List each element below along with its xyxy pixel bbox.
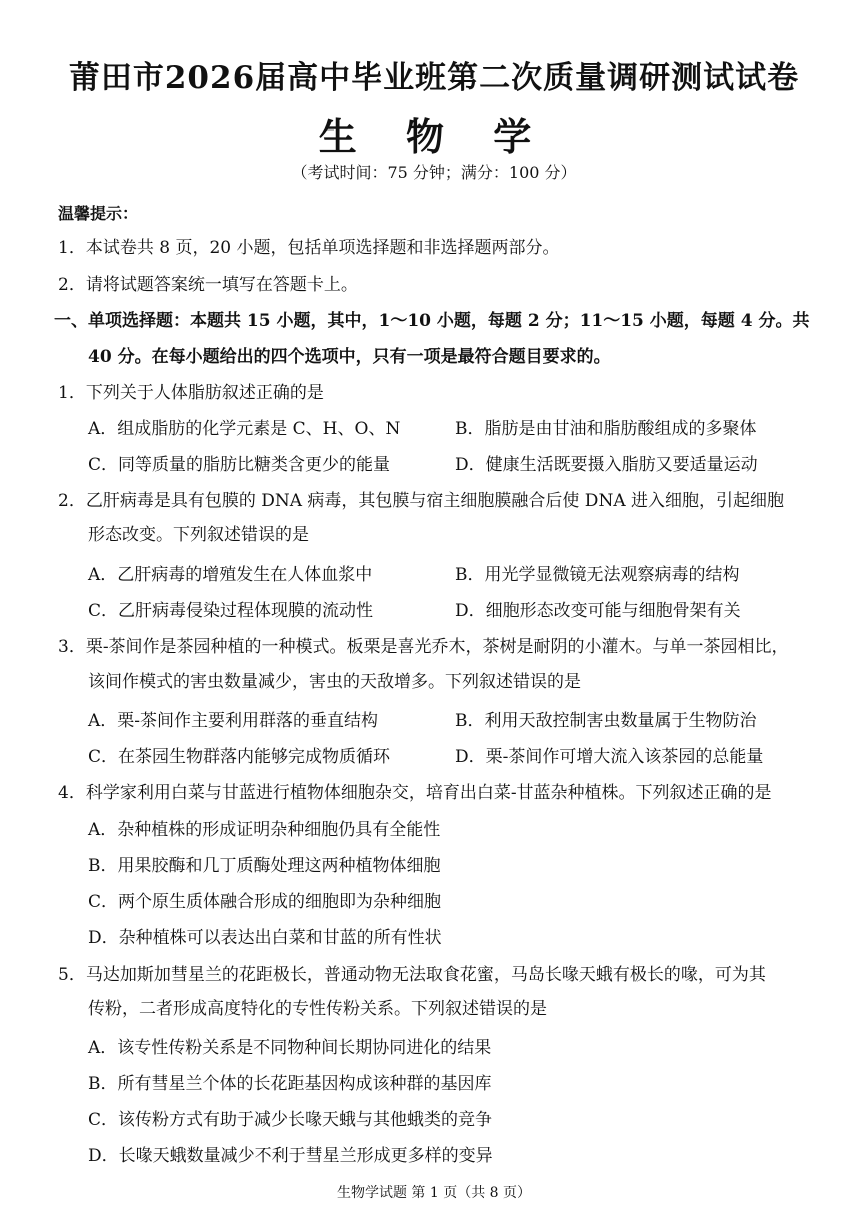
question-5-stem-line-2: 传粉，二者形成高度特化的专性传粉关系。下列叙述错误的是 <box>88 999 547 1019</box>
tip-item-2: 2．请将试题答案统一填写在答题卡上。 <box>58 275 358 295</box>
question-3-option-a: A．栗-茶间作主要利用群落的垂直结构 <box>88 711 379 731</box>
question-5-stem-line-1: 5．马达加斯加彗星兰的花距极长，普通动物无法取食花蜜，马岛长喙天蛾有极长的喙，可为其 <box>58 965 766 985</box>
question-2-option-a: A．乙肝病毒的增殖发生在人体血浆中 <box>88 565 373 585</box>
question-5-option-a: A．该专性传粉关系是不同物种间长期协同进化的结果 <box>88 1038 492 1058</box>
exam-subject: 生 物 学 <box>318 114 550 159</box>
question-3-option-d: D．栗-茶间作可增大流入该茶园的总能量 <box>455 747 764 767</box>
question-2-option-c: C．乙肝病毒侵染过程体现膜的流动性 <box>88 601 374 621</box>
question-1-option-c: C．同等质量的脂肪比糖类含更少的能量 <box>88 455 391 475</box>
question-3-stem-line-1: 3．栗-茶间作是茶园种植的一种模式。板栗是喜光乔木，茶树是耐阴的小灌木。与单一茶园相比， <box>58 637 789 657</box>
question-1-option-a: A．组成脂肪的化学元素是 C、H、O、N <box>88 419 401 439</box>
tips-heading: 温馨提示： <box>58 204 139 223</box>
question-2-option-b: B．用光学显微镜无法观察病毒的结构 <box>455 565 740 585</box>
question-1-option-b: B．脂肪是由甘油和脂肪酸组成的多聚体 <box>455 419 757 439</box>
page-footer: 生物学试题 第 1 页（共 8 页） <box>336 1185 532 1201</box>
question-1-stem: 1．下列关于人体脂肪叙述正确的是 <box>58 383 324 403</box>
section-heading-line-1: 一、单项选择题：本题共 15 小题，其中，1～10 小题，每题 2 分；11～15 小题，每题 4 分。共 <box>54 311 810 331</box>
question-4-option-c: C．两个原生质体融合形成的细胞即为杂种细胞 <box>88 892 442 912</box>
question-5-option-c: C．该传粉方式有助于减少长喙天蛾与其他蛾类的竞争 <box>88 1110 493 1130</box>
question-3-option-b: B．利用天敌控制害虫数量属于生物防治 <box>455 711 757 731</box>
question-1-option-d: D．健康生活既要摄入脂肪又要适量运动 <box>455 455 758 475</box>
question-5-option-b: B．所有彗星兰个体的长花距基因构成该种群的基因库 <box>88 1074 492 1094</box>
tip-item-1: 1．本试卷共 8 页，20 小题，包括单项选择题和非选择题两部分。 <box>58 238 560 258</box>
exam-title: 莆田市2026届高中毕业班第二次质量调研测试试卷 <box>68 60 800 96</box>
question-4-option-d: D．杂种植株可以表达出白菜和甘蓝的所有性状 <box>88 928 442 948</box>
exam-meta: （考试时间：75 分钟；满分：100 分） <box>291 163 577 182</box>
question-2-option-d: D．细胞形态改变可能与细胞骨架有关 <box>455 601 741 621</box>
question-4-option-b: B．用果胶酶和几丁质酶处理这两种植物体细胞 <box>88 856 441 876</box>
question-4-stem: 4．科学家利用白菜与甘蓝进行植物体细胞杂交，培育出白菜-甘蓝杂种植株。下列叙述正确的是 <box>58 783 772 803</box>
question-2-stem-line-1: 2．乙肝病毒是具有包膜的 DNA 病毒，其包膜与宿主细胞膜融合后使 DNA 进入细胞，引起细胞 <box>58 491 784 511</box>
question-3-option-c: C．在茶园生物群落内能够完成物质循环 <box>88 747 391 767</box>
section-heading-line-2: 40 分。在每小题给出的四个选项中，只有一项是最符合题目要求的。 <box>88 347 611 367</box>
question-4-option-a: A．杂种植株的形成证明杂种细胞仍具有全能性 <box>88 820 441 840</box>
question-2-stem-line-2: 形态改变。下列叙述错误的是 <box>88 525 309 545</box>
question-5-option-d: D．长喙天蛾数量减少不利于彗星兰形成更多样的变异 <box>88 1146 493 1166</box>
question-3-stem-line-2: 该间作模式的害虫数量减少，害虫的天敌增多。下列叙述错误的是 <box>88 672 581 692</box>
